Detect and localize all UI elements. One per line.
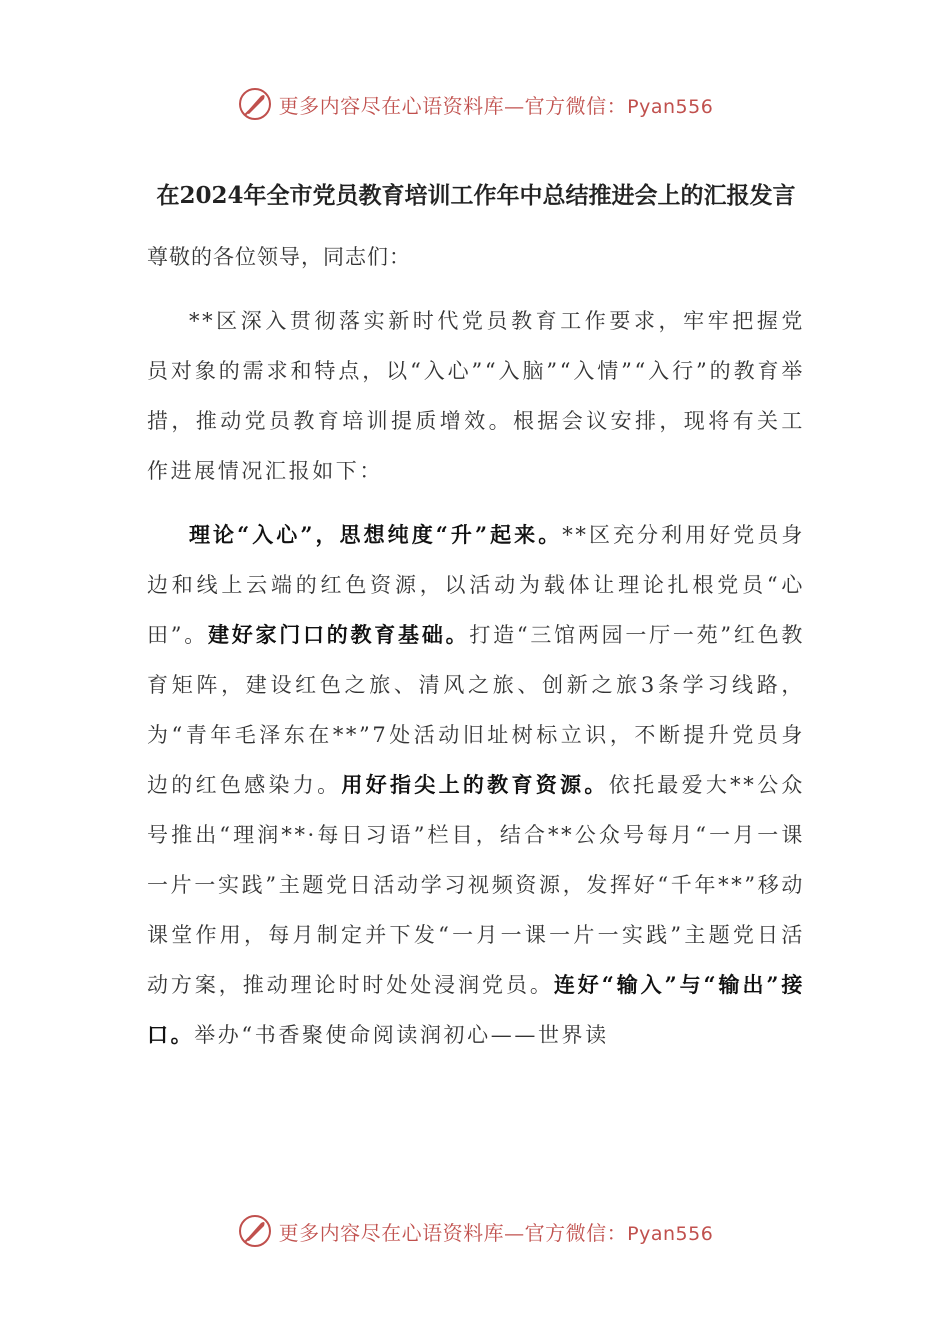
watermark-text: 更多内容尽在心语资料库—官方微信：Pyan556 xyxy=(278,93,714,118)
section-paragraph: 理论“入心”，思想纯度“升”起来。**区充分利用好党员身边和线上云端的红色资源，以活动为载体让理论扎根党员“心田”。建好家门口的教育基础。打造“三馆两园一厅一苑”红色教育矩阵，建设红色之旅、清风之旅、创新之旅3条学习线路，为“青年毛泽东在**”7处活动旧址树标立识，不断提升党员身边的红色感染力。用好指尖上的教育资源。依托最爱大**公众号推出“理润**·每日习语”栏目，结合**公众号每月“一月一课一片一实践”主题党日活动学习视频资源，发挥好“千年**”移动课堂作用，每月制定并下发“一月一课一片一实践”主题党日活动方案，推动理论时时处处浸润党员。连好“输入”与“输出”接口。举办“书香聚使命阅读润初心——世界读 xyxy=(147,522,806,1047)
subheading: 建好家门口的教育基础。 xyxy=(208,622,470,647)
intro-paragraph: **区深入贯彻落实新时代党员教育工作要求，牢牢把握党员对象的需求和特点，以“入心”“入脑”“入情”“入行”的教育举措，推动党员教育培训提质增效。根据会议安排，现将有关工作进展情况汇报如下： xyxy=(147,309,805,483)
quill-pen-seal-icon xyxy=(237,86,273,122)
section-heading: 理论“入心”，思想纯度“升”起来。 xyxy=(189,522,563,547)
salutation: 尊敬的各位领导，同志们： xyxy=(147,245,411,269)
subheading: 连好“输入”与“输出”接口。 xyxy=(147,972,806,1047)
watermark-text: 更多内容尽在心语资料库—官方微信：Pyan556 xyxy=(278,1220,714,1245)
watermark-header xyxy=(0,84,950,124)
subheading: 用好指尖上的教育资源。 xyxy=(341,772,609,797)
quill-pen-seal-icon xyxy=(237,1213,273,1249)
watermark-footer xyxy=(0,1211,950,1251)
document-body xyxy=(147,170,805,1074)
document-title: 在2024年全市党员教育培训工作年中总结推进会上的汇报发言 xyxy=(156,182,796,209)
